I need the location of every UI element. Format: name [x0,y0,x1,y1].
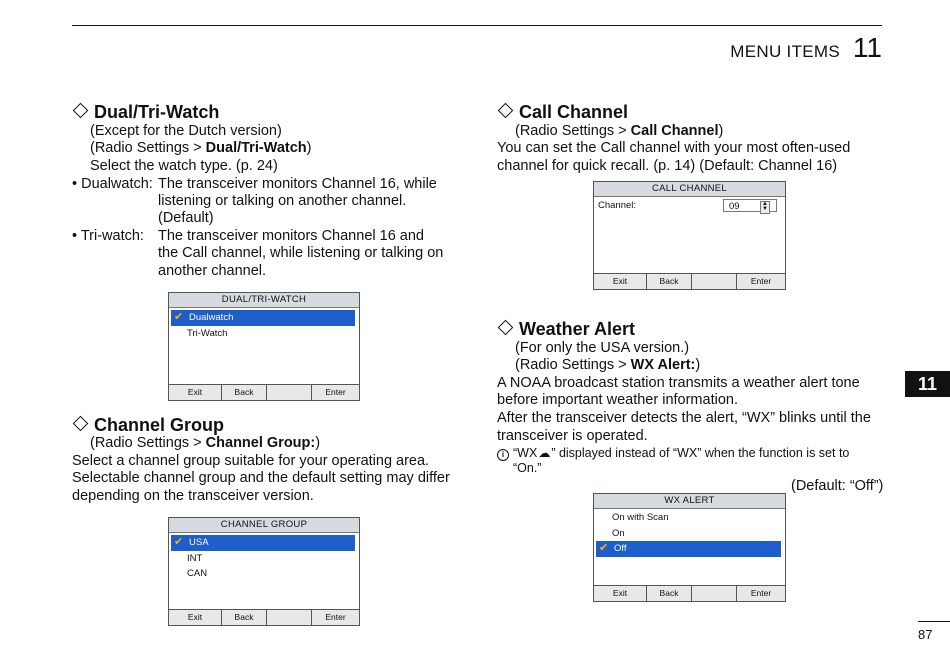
dual-watch-note: (Except for the Dutch version) [90,123,282,139]
weather-alert-line: transceiver is operated. [497,428,648,444]
weather-alert-line: before important weather information. [497,392,738,408]
dual-watch-desc: Select the watch type. (p. 24) [90,158,278,174]
menu-option-usa[interactable]: ✔ USA [171,535,355,551]
wx-alert-screen [593,493,786,602]
blank-softkey [692,274,737,289]
channel-group-line: Select a channel group suitable for your operating area. [72,453,430,469]
triwatch-line: another channel. [158,263,267,279]
menu-option-can[interactable]: CAN [187,568,208,579]
back-softkey[interactable]: Back [222,385,267,400]
softkey-bar [169,384,359,400]
enter-softkey[interactable]: Enter [325,612,346,622]
call-channel-line: You can set the Call channel with your most often-used [497,140,851,156]
exit-softkey[interactable]: Exit [169,385,222,400]
blank-softkey [267,385,312,400]
back-softkey[interactable]: Back [647,586,692,601]
call-channel-screen [593,181,786,290]
diamond-icon [73,416,89,432]
weather-alert-path: (Radio Settings > WX Alert:) [515,357,701,373]
dual-watch-title: Dual/Tri-Watch [72,102,219,123]
weather-alert-note: (For only the USA version.) [515,340,690,356]
channel-group-path: (Radio Settings > Channel Group:) [90,435,321,451]
header-label: MENU ITEMS [730,42,840,61]
exit-softkey[interactable]: Exit [594,586,647,601]
triwatch-bullet-label: • Tri-watch: [72,228,144,244]
channel-group-screen [168,517,360,626]
call-channel-path: (Radio Settings > Call Channel) [515,123,724,139]
page-number-rule [918,621,950,622]
dual-watch-path: (Radio Settings > Dual/Tri-Watch) [90,140,312,156]
exit-softkey[interactable]: Exit [169,610,222,625]
dualwatch-line: listening or talking on another channel. [158,193,407,209]
weather-alert-info: i “WX☁” displayed instead of “WX” when the function is set to [497,445,849,463]
weather-cloud-icon: ☁ [538,446,551,460]
softkey-bar [594,585,785,601]
channel-group-line: depending on the transceiver version. [72,488,314,504]
screen-title: CHANNEL GROUP [169,518,359,533]
menu-option-int[interactable]: INT [187,552,203,564]
call-channel-title: Call Channel [497,102,628,123]
menu-option-on-with-scan[interactable]: On with Scan [612,512,669,523]
menu-option-off[interactable]: ✔ Off [596,541,781,557]
header-rule [72,25,882,26]
diamond-icon [73,103,89,119]
channel-group-line: Selectable channel group and the default setting may differ [72,470,450,486]
diamond-icon [498,103,514,119]
back-softkey[interactable]: Back [647,274,692,289]
enter-softkey[interactable]: Enter [750,276,772,286]
menu-option-on[interactable]: On [612,527,625,539]
check-icon: ✔ [174,311,184,323]
menu-option-triwatch[interactable]: Tri-Watch [187,327,228,339]
diamond-icon [498,320,514,336]
dualwatch-bullet-label: • Dualwatch: [72,176,153,192]
screen-title: WX ALERT [594,494,785,509]
weather-alert-info-cont: “On.” [513,461,542,475]
weather-alert-title: Weather Alert [497,319,635,340]
page-number: 87 [918,627,933,642]
chapter-tab: 11 [905,371,950,397]
screen-title: DUAL/TRI-WATCH [169,293,359,308]
spin-arrows-icon[interactable]: ▲ ▼ [760,201,770,214]
back-softkey[interactable]: Back [222,610,267,625]
channel-number-input[interactable]: 09 ▲ ▼ [723,199,777,212]
blank-softkey [692,586,737,601]
channel-group-title: Channel Group [72,415,224,436]
weather-alert-default: (Default: “Off”) [791,478,884,494]
channel-field-label: Channel: [598,200,637,211]
exit-softkey[interactable]: Exit [594,274,647,289]
dualwatch-line: The transceiver monitors Channel 16, while [158,176,437,192]
menu-option-dualwatch[interactable]: ✔ Dualwatch [171,310,355,326]
screen-title: CALL CHANNEL [594,182,785,197]
check-icon: ✔ [174,536,184,548]
blank-softkey [267,610,312,625]
check-icon: ✔ [599,542,609,554]
weather-alert-line: A NOAA broadcast station transmits a weather alert tone [497,375,860,391]
call-channel-line: channel for quick recall. (p. 14) (Default: Channel 16) [497,158,838,174]
triwatch-line: The transceiver monitors Channel 16 and [158,228,424,244]
enter-softkey[interactable]: Enter [750,588,772,598]
info-icon: i [497,449,509,461]
chapter-number: 11 [852,32,882,63]
triwatch-line: the Call channel, while listening or talking on [158,245,444,261]
enter-softkey[interactable]: Enter [325,387,346,397]
dual-watch-screen [168,292,360,401]
dualwatch-line: (Default) [158,210,214,226]
weather-alert-line: After the transceiver detects the alert, “WX” blinks until the [497,410,871,426]
softkey-bar [169,609,359,625]
softkey-bar [594,273,785,289]
channel-field-row [594,197,785,214]
